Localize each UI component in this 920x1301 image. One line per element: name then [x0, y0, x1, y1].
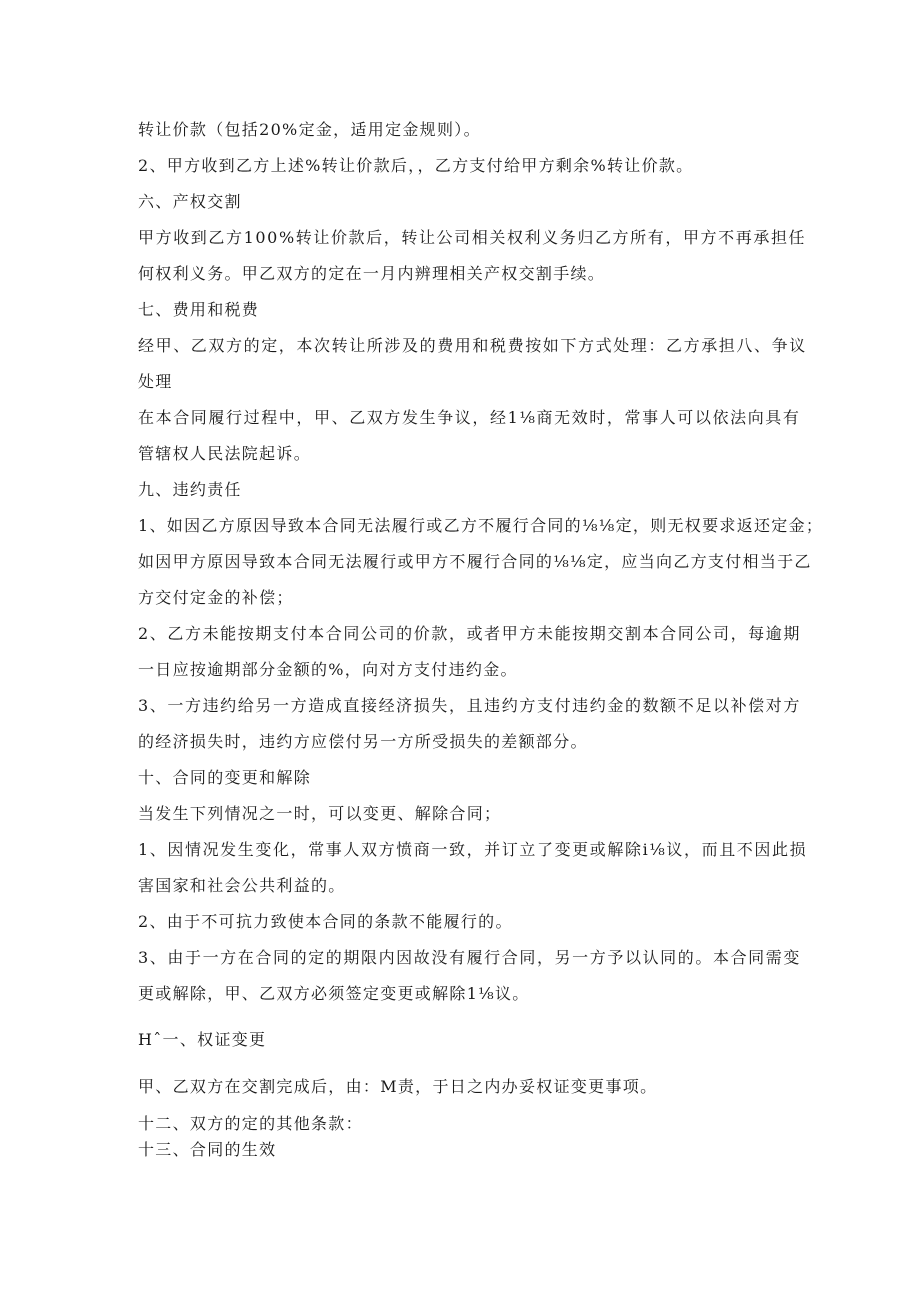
text-line: 1、如因乙方原因导致本合同无法履行或乙方不履行合同的⅛⅛定，则无权要求返还定金； — [138, 516, 824, 535]
text-line: 3、由于一方在合同的定的期限内因故没有履行合同，另一方予以认同的。本合同需变 — [138, 948, 801, 967]
text-line: 甲方收到乙方100%转让价款后，转让公司相关权利义务归乙方所有，甲方不再承担任 — [138, 228, 807, 247]
text-line: 害国家和社会公共利益的。 — [138, 876, 346, 895]
section-heading: 六、产权交割 — [138, 192, 242, 211]
text-line: 方交付定金的补偿； — [138, 588, 294, 607]
text-line: 更或解除，甲、乙双方必须签定变更或解除1⅛议。 — [138, 984, 530, 1003]
text-line: 3、一方违约给另一方造成直接经济损失，且违约方支付违约金的数额不足以补偿对方 — [138, 696, 801, 715]
section-heading: 九、违约责任 — [138, 480, 242, 499]
text-line: 在本合同履行过程中，甲、乙双方发生争议，经1⅛商无效时，常事人可以依法向具有 — [138, 408, 801, 427]
text-line: 管辖权人民法院起诉。 — [138, 444, 312, 463]
text-line: 经甲、乙双方的定，本次转让所涉及的费用和税费按如下方式处理：乙方承担八、争议 — [138, 336, 807, 355]
text-line: 的经济损失时，违约方应偿付另一方所受损失的差额部分。 — [138, 732, 588, 751]
section-heading: 十、合同的变更和解除 — [138, 768, 312, 787]
section-heading: Hˆ一、权证变更 — [138, 1030, 267, 1049]
text-line: 何权利义务。甲乙双方的定在一月内辨理相关产权交割手续。 — [138, 264, 606, 283]
text-line: 当发生下列情况之一时，可以变更、解除合同； — [138, 804, 502, 823]
text-line: 2、甲方收到乙方上述%转让价款后，，乙方支付给甲方剩余%转让价款。 — [138, 156, 694, 175]
text-line: 2、由于不可抗力致使本合同的条款不能履行的。 — [138, 912, 513, 931]
text-line: 处理 — [138, 372, 173, 391]
section-heading: 七、费用和税费 — [138, 300, 260, 319]
text-line: 甲、乙双方在交割完成后，由：M责，于日之内办妥权证变更事项。 — [138, 1077, 658, 1096]
text-line: 转让价款（包括20%定金，适用定金规则）。 — [138, 120, 481, 139]
text-line: 如因甲方原因导致本合同无法履行或甲方不履行合同的⅛⅛定，应当向乙方支付相当于乙 — [138, 552, 812, 571]
section-heading: 十三、合同的生效 — [138, 1140, 277, 1159]
text-line: 一日应按逾期部分金额的%，向对方支付违约金。 — [138, 660, 518, 679]
text-line: 1、因情况发生变化，常事人双方愤商一致，并订立了变更或解除i⅛议，而且不因此损 — [138, 840, 808, 859]
section-heading: 十二、双方的定的其他条款： — [138, 1114, 363, 1133]
text-line: 2、乙方未能按期支付本合同公司的价款，或者甲方未能按期交割本合同公司，每逾期 — [138, 624, 801, 643]
